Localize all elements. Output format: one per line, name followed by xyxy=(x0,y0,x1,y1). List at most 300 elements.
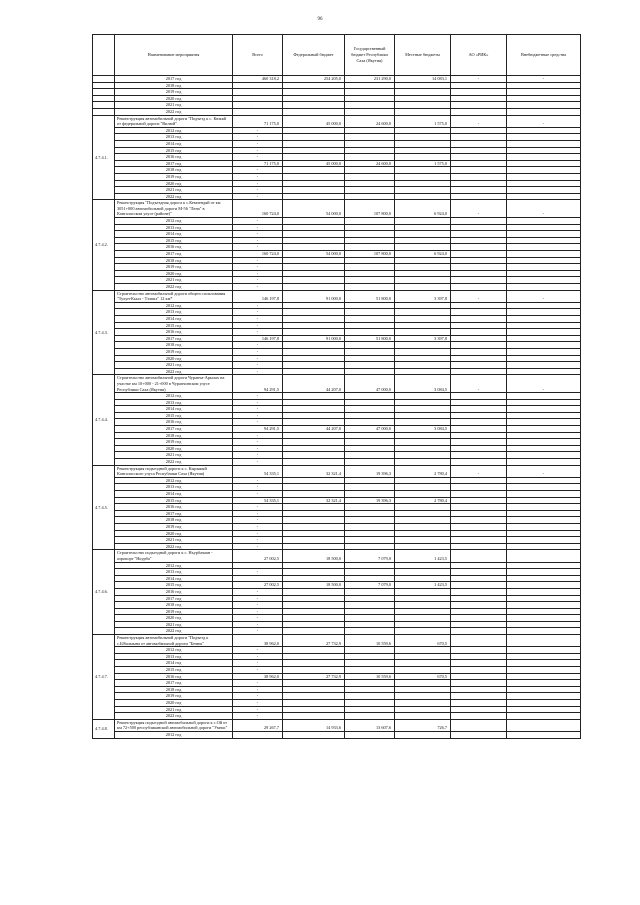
extrabudget-cell xyxy=(507,284,581,291)
year-cell: 2020 год xyxy=(115,700,233,707)
table-row xyxy=(93,277,581,284)
total-cell: - xyxy=(233,284,283,291)
table-row xyxy=(93,615,581,622)
table-row xyxy=(93,180,581,187)
republic-cell xyxy=(345,82,395,89)
local-cell xyxy=(395,244,451,251)
table-row xyxy=(93,667,581,674)
federal-cell xyxy=(283,477,345,484)
year-cell: 2019 год xyxy=(115,693,233,700)
total-cell: - xyxy=(233,140,283,147)
year-cell: 2021 год xyxy=(115,452,233,459)
ao-rik-cell xyxy=(451,700,507,707)
total-cell: - xyxy=(233,680,283,687)
table-row xyxy=(93,134,581,141)
ao-rik-cell xyxy=(451,160,507,167)
federal-cell xyxy=(283,134,345,141)
republic-cell xyxy=(345,477,395,484)
republic-cell: 10 559,6 xyxy=(345,673,395,680)
local-cell: 14 083,1 xyxy=(395,76,451,83)
federal-cell: 27 732,9 xyxy=(283,673,345,680)
ao-rik-cell xyxy=(451,180,507,187)
federal-cell xyxy=(283,309,345,316)
year-cell: 2021 год xyxy=(115,362,233,369)
local-cell xyxy=(395,419,451,426)
total-cell: - xyxy=(233,224,283,231)
ao-rik-cell xyxy=(451,426,507,433)
local-cell xyxy=(395,653,451,660)
extrabudget-cell xyxy=(507,270,581,277)
federal-cell xyxy=(283,713,345,720)
republic-cell: 7 079,0 xyxy=(345,582,395,589)
section-row xyxy=(93,719,581,731)
federal-cell: 54 000,0 xyxy=(283,251,345,258)
year-cell: 2019 год xyxy=(115,173,233,180)
section-extrabudget-cell: - xyxy=(507,375,581,393)
table-row xyxy=(93,309,581,316)
extrabudget-cell xyxy=(507,667,581,674)
ao-rik-cell xyxy=(451,368,507,375)
section-code: 4.7.4.8. xyxy=(93,719,115,738)
ao-rik-cell xyxy=(451,406,507,413)
table-row xyxy=(93,315,581,322)
ao-rik-cell xyxy=(451,187,507,194)
extrabudget-cell xyxy=(507,680,581,687)
local-cell: 3 397,8 xyxy=(395,335,451,342)
table-row xyxy=(93,218,581,225)
federal-cell xyxy=(283,602,345,609)
section-total-cell: 29 267,7 xyxy=(233,719,283,731)
local-cell xyxy=(395,180,451,187)
table-row xyxy=(93,257,581,264)
ao-rik-cell xyxy=(451,134,507,141)
total-cell: - xyxy=(233,309,283,316)
table-row xyxy=(93,628,581,635)
local-cell xyxy=(395,530,451,537)
header-name: Наименование мероприятия xyxy=(115,35,233,76)
extrabudget-cell xyxy=(507,134,581,141)
republic-cell xyxy=(345,680,395,687)
year-cell: 2018 год xyxy=(115,167,233,174)
local-cell xyxy=(395,731,451,738)
table-row xyxy=(93,459,581,466)
republic-cell xyxy=(345,270,395,277)
table-row xyxy=(93,673,581,680)
republic-cell xyxy=(345,95,395,102)
total-cell xyxy=(233,89,283,96)
section-republic-cell: 13 607,6 xyxy=(345,719,395,731)
row-code-cell xyxy=(93,102,115,109)
local-cell xyxy=(395,102,451,109)
republic-cell xyxy=(345,399,395,406)
extrabudget-cell xyxy=(507,412,581,419)
federal-cell xyxy=(283,595,345,602)
federal-cell xyxy=(283,706,345,713)
table-row xyxy=(93,693,581,700)
table-row xyxy=(93,497,581,504)
section-extrabudget-cell: - xyxy=(507,200,581,218)
federal-cell xyxy=(283,393,345,400)
local-cell xyxy=(395,167,451,174)
total-cell xyxy=(233,82,283,89)
table-row xyxy=(93,569,581,576)
year-cell: 2017 год xyxy=(115,251,233,258)
table-row xyxy=(93,582,581,589)
extrabudget-cell xyxy=(507,653,581,660)
year-cell: 2012 год xyxy=(115,218,233,225)
federal-cell xyxy=(283,224,345,231)
year-cell: 2022 год xyxy=(115,108,233,115)
table-row xyxy=(93,89,581,96)
section-name: Реконструкция автомобильной дороги "Подъезд к с.Ыбалыына от автомобильной дороги "Бечюк" xyxy=(115,635,233,647)
federal-cell xyxy=(283,187,345,194)
federal-cell xyxy=(283,517,345,524)
ao-rik-cell xyxy=(451,284,507,291)
year-cell: 2016 год xyxy=(115,673,233,680)
local-cell xyxy=(395,439,451,446)
table-row xyxy=(93,595,581,602)
extrabudget-cell xyxy=(507,713,581,720)
federal-cell xyxy=(283,504,345,511)
republic-cell xyxy=(345,660,395,667)
total-cell: - xyxy=(233,569,283,576)
federal-cell xyxy=(283,173,345,180)
row-code-cell xyxy=(93,108,115,115)
republic-cell xyxy=(345,621,395,628)
year-cell: 2020 год xyxy=(115,615,233,622)
federal-cell xyxy=(283,264,345,271)
table-row xyxy=(93,530,581,537)
local-cell xyxy=(395,459,451,466)
ao-rik-cell xyxy=(451,452,507,459)
table-row xyxy=(93,510,581,517)
total-cell: - xyxy=(233,439,283,446)
federal-cell xyxy=(283,329,345,336)
republic-cell xyxy=(345,647,395,654)
republic-cell xyxy=(345,89,395,96)
local-cell xyxy=(395,284,451,291)
extrabudget-cell xyxy=(507,523,581,530)
extrabudget-cell xyxy=(507,543,581,550)
local-cell xyxy=(395,595,451,602)
row-code-cell xyxy=(93,95,115,102)
header-federal: Федеральный бюджет xyxy=(283,35,345,76)
section-ao-rik-cell xyxy=(451,635,507,647)
extrabudget-cell xyxy=(507,569,581,576)
year-cell: 2018 год xyxy=(115,602,233,609)
ao-rik-cell xyxy=(451,477,507,484)
republic-cell xyxy=(345,439,395,446)
extrabudget-cell xyxy=(507,251,581,258)
extrabudget-cell xyxy=(507,452,581,459)
year-cell: 2013 год xyxy=(115,569,233,576)
republic-cell xyxy=(345,102,395,109)
ao-rik-cell xyxy=(451,218,507,225)
year-cell: 2014 год xyxy=(115,406,233,413)
republic-cell xyxy=(345,628,395,635)
ao-rik-cell xyxy=(451,706,507,713)
local-cell xyxy=(395,647,451,654)
year-cell: 2018 год xyxy=(115,686,233,693)
federal-cell xyxy=(283,459,345,466)
total-cell: - xyxy=(233,368,283,375)
total-cell: - xyxy=(233,393,283,400)
ao-rik-cell xyxy=(451,569,507,576)
total-cell: - xyxy=(233,355,283,362)
header-extrabudget: Внебюджетные средства xyxy=(507,35,581,76)
total-cell: - xyxy=(233,459,283,466)
republic-cell xyxy=(345,412,395,419)
extrabudget-cell xyxy=(507,673,581,680)
republic-cell xyxy=(345,368,395,375)
federal-cell xyxy=(283,523,345,530)
table-row xyxy=(93,647,581,654)
total-cell xyxy=(233,575,283,582)
extrabudget-cell: - xyxy=(507,76,581,83)
section-federal-cell: 45 000,0 xyxy=(283,115,345,127)
ao-rik-cell xyxy=(451,595,507,602)
year-cell: 2017 год xyxy=(115,76,233,83)
section-extrabudget-cell: - xyxy=(507,465,581,477)
table-row xyxy=(93,187,581,194)
section-row xyxy=(93,290,581,302)
extrabudget-cell xyxy=(507,693,581,700)
republic-cell xyxy=(345,523,395,530)
local-cell xyxy=(395,615,451,622)
table-row xyxy=(93,95,581,102)
federal-cell xyxy=(283,82,345,89)
federal-cell xyxy=(283,237,345,244)
year-cell: 2019 год xyxy=(115,348,233,355)
section-ao-rik-cell: - xyxy=(451,375,507,393)
table-row xyxy=(93,160,581,167)
year-cell: 2015 год xyxy=(115,322,233,329)
table-row xyxy=(93,270,581,277)
extrabudget-cell xyxy=(507,95,581,102)
extrabudget-cell xyxy=(507,445,581,452)
total-cell: - xyxy=(233,706,283,713)
total-cell: 54 335,1 xyxy=(233,497,283,504)
republic-cell xyxy=(345,257,395,264)
section-federal-cell: 91 000,0 xyxy=(283,290,345,302)
total-cell: - xyxy=(233,147,283,154)
total-cell: - xyxy=(233,134,283,141)
ao-rik-cell xyxy=(451,673,507,680)
local-cell: 670,5 xyxy=(395,673,451,680)
table-row xyxy=(93,244,581,251)
year-cell: 2012 год xyxy=(115,647,233,654)
republic-cell: 107 800,0 xyxy=(345,251,395,258)
ao-rik-cell xyxy=(451,621,507,628)
ao-rik-cell xyxy=(451,154,507,161)
extrabudget-cell xyxy=(507,582,581,589)
local-cell xyxy=(395,270,451,277)
ao-rik-cell xyxy=(451,713,507,720)
local-cell xyxy=(395,412,451,419)
ao-rik-cell xyxy=(451,575,507,582)
republic-cell xyxy=(345,510,395,517)
ao-rik-cell xyxy=(451,270,507,277)
table-row xyxy=(93,477,581,484)
ao-rik-cell xyxy=(451,140,507,147)
total-cell: - xyxy=(233,660,283,667)
local-cell xyxy=(395,127,451,134)
federal-cell xyxy=(283,140,345,147)
federal-cell xyxy=(283,452,345,459)
section-local-cell: 3 397,8 xyxy=(395,290,451,302)
local-cell xyxy=(395,432,451,439)
table-row xyxy=(93,393,581,400)
republic-cell xyxy=(345,348,395,355)
total-cell: - xyxy=(233,504,283,511)
year-cell: 2021 год xyxy=(115,621,233,628)
year-cell: 2015 год xyxy=(115,582,233,589)
federal-cell xyxy=(283,445,345,452)
ao-rik-cell xyxy=(451,419,507,426)
republic-cell xyxy=(345,713,395,720)
federal-cell xyxy=(283,355,345,362)
ao-rik-cell xyxy=(451,693,507,700)
year-cell: 2017 год xyxy=(115,510,233,517)
year-cell: 2018 год xyxy=(115,82,233,89)
year-cell: 2015 год xyxy=(115,497,233,504)
section-ao-rik-cell xyxy=(451,719,507,731)
extrabudget-cell xyxy=(507,660,581,667)
year-cell: 2017 год xyxy=(115,335,233,342)
local-cell xyxy=(395,231,451,238)
total-cell: - xyxy=(233,412,283,419)
year-cell: 2014 год xyxy=(115,660,233,667)
local-cell: 6 924,0 xyxy=(395,251,451,258)
local-cell xyxy=(395,368,451,375)
table-row xyxy=(93,523,581,530)
total-cell: - xyxy=(233,517,283,524)
year-cell: 2022 год xyxy=(115,628,233,635)
republic-cell xyxy=(345,504,395,511)
federal-cell xyxy=(283,231,345,238)
extrabudget-cell xyxy=(507,154,581,161)
section-code: 4.7.4.2. xyxy=(93,200,115,290)
year-cell: 2020 год xyxy=(115,180,233,187)
extrabudget-cell xyxy=(507,686,581,693)
ao-rik-cell xyxy=(451,251,507,258)
section-ao-rik-cell xyxy=(451,550,507,562)
year-cell: 2022 год xyxy=(115,543,233,550)
extrabudget-cell xyxy=(507,530,581,537)
extrabudget-cell xyxy=(507,89,581,96)
total-cell: - xyxy=(233,419,283,426)
republic-cell xyxy=(345,231,395,238)
year-cell: 2021 год xyxy=(115,277,233,284)
extrabudget-cell xyxy=(507,231,581,238)
local-cell xyxy=(395,406,451,413)
ao-rik-cell xyxy=(451,628,507,635)
local-cell xyxy=(395,264,451,271)
federal-cell xyxy=(283,628,345,635)
extrabudget-cell xyxy=(507,432,581,439)
extrabudget-cell xyxy=(507,562,581,569)
republic-cell: 47 000,0 xyxy=(345,426,395,433)
ao-rik-cell xyxy=(451,653,507,660)
total-cell: 160 724,0 xyxy=(233,251,283,258)
federal-cell xyxy=(283,608,345,615)
federal-cell xyxy=(283,615,345,622)
federal-cell xyxy=(283,653,345,660)
year-cell: 2015 год xyxy=(115,147,233,154)
extrabudget-cell xyxy=(507,399,581,406)
local-cell xyxy=(395,329,451,336)
republic-cell xyxy=(345,302,395,309)
year-cell: 2016 год xyxy=(115,244,233,251)
total-cell: - xyxy=(233,315,283,322)
republic-cell xyxy=(345,575,395,582)
extrabudget-cell xyxy=(507,419,581,426)
total-cell: - xyxy=(233,302,283,309)
extrabudget-cell xyxy=(507,615,581,622)
federal-cell: 32 321,4 xyxy=(283,497,345,504)
section-total-cell: 27 002,5 xyxy=(233,550,283,562)
ao-rik-cell xyxy=(451,348,507,355)
year-cell: 2019 год xyxy=(115,264,233,271)
extrabudget-cell xyxy=(507,82,581,89)
extrabudget-cell xyxy=(507,147,581,154)
section-local-cell: 6 924,0 xyxy=(395,200,451,218)
year-cell: 2018 год xyxy=(115,257,233,264)
section-local-cell: 3 084,5 xyxy=(395,375,451,393)
section-republic-cell: 51 800,0 xyxy=(345,290,395,302)
republic-cell xyxy=(345,693,395,700)
section-row xyxy=(93,200,581,218)
year-cell: 2019 год xyxy=(115,608,233,615)
federal-cell xyxy=(283,348,345,355)
ao-rik-cell xyxy=(451,459,507,466)
extrabudget-cell xyxy=(507,140,581,147)
total-cell: - xyxy=(233,700,283,707)
local-cell xyxy=(395,517,451,524)
total-cell xyxy=(233,731,283,738)
ao-rik-cell xyxy=(451,543,507,550)
ao-rik-cell xyxy=(451,82,507,89)
section-name: Строительство автомобильной дороги общего пользования "Тулун-Кьыл - Тэликэ" 12 км* xyxy=(115,290,233,302)
federal-cell xyxy=(283,284,345,291)
ao-rik-cell: - xyxy=(451,76,507,83)
year-cell: 2013 год xyxy=(115,134,233,141)
ao-rik-cell xyxy=(451,302,507,309)
year-cell: 2014 год xyxy=(115,140,233,147)
total-cell: 38 962,0 xyxy=(233,673,283,680)
republic-cell xyxy=(345,588,395,595)
local-cell xyxy=(395,667,451,674)
ao-rik-cell xyxy=(451,582,507,589)
extrabudget-cell xyxy=(507,497,581,504)
ao-rik-cell xyxy=(451,667,507,674)
federal-cell xyxy=(283,302,345,309)
year-cell: 2018 год xyxy=(115,432,233,439)
total-cell: - xyxy=(233,348,283,355)
total-cell: - xyxy=(233,445,283,452)
republic-cell xyxy=(345,342,395,349)
ao-rik-cell xyxy=(451,335,507,342)
local-cell xyxy=(395,608,451,615)
total-cell: - xyxy=(233,595,283,602)
year-cell: 2013 год xyxy=(115,224,233,231)
local-cell xyxy=(395,510,451,517)
year-cell: 2016 год xyxy=(115,419,233,426)
table-row xyxy=(93,426,581,433)
extrabudget-cell xyxy=(507,362,581,369)
extrabudget-cell xyxy=(507,315,581,322)
republic-cell xyxy=(345,686,395,693)
